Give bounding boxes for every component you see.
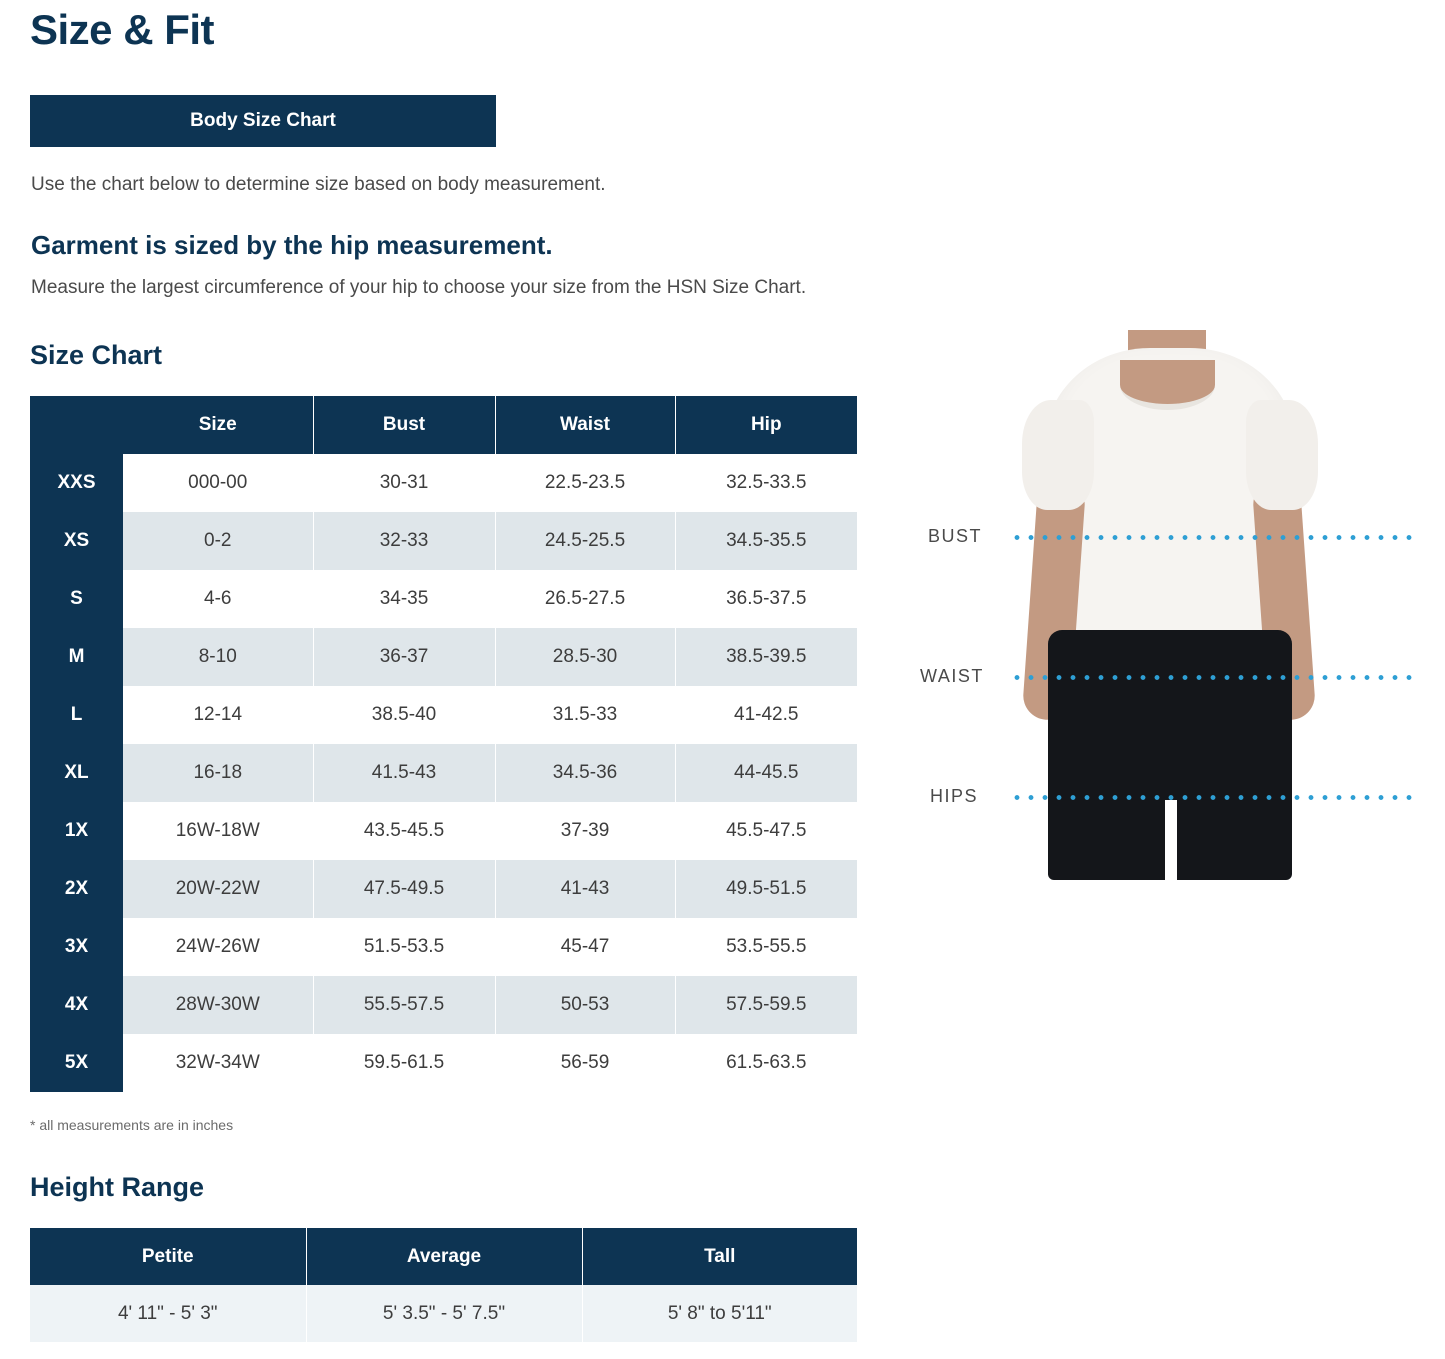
waist-cell: 34.5-36 bbox=[495, 744, 675, 802]
table-row bbox=[30, 918, 857, 976]
hip-cell: 45.5-47.5 bbox=[675, 802, 857, 860]
size-chart-header-row bbox=[30, 396, 857, 454]
size-chart-header-bust: Bust bbox=[313, 396, 495, 454]
size-row-label: 4X bbox=[30, 976, 123, 1034]
bust-measure-line bbox=[1010, 535, 1415, 540]
size-row-label: 2X bbox=[30, 860, 123, 918]
model-neckline bbox=[1120, 360, 1215, 410]
intro-text: Use the chart below to determine size based on body measurement. bbox=[31, 174, 606, 195]
waist-cell: 26.5-27.5 bbox=[495, 570, 675, 628]
table-row bbox=[30, 686, 857, 744]
height-value-average: 5' 3.5" - 5' 7.5" bbox=[306, 1285, 582, 1342]
size-cell: 20W-22W bbox=[123, 860, 313, 918]
table-row bbox=[30, 802, 857, 860]
bust-cell: 59.5-61.5 bbox=[313, 1034, 495, 1092]
height-range-heading: Height Range bbox=[30, 1172, 205, 1202]
size-row-label: L bbox=[30, 686, 123, 744]
size-chart-header-waist: Waist bbox=[495, 396, 675, 454]
measurements-footnote: * all measurements are in inches bbox=[30, 1117, 234, 1133]
size-row-label: XL bbox=[30, 744, 123, 802]
model-sleeve-right bbox=[1246, 400, 1318, 510]
waist-cell: 28.5-30 bbox=[495, 628, 675, 686]
table-row bbox=[30, 1285, 857, 1342]
table-row bbox=[30, 570, 857, 628]
waist-cell: 45-47 bbox=[495, 918, 675, 976]
size-chart-header-hip: Hip bbox=[675, 396, 857, 454]
bust-measure-label: BUST bbox=[928, 526, 983, 546]
hip-cell: 32.5-33.5 bbox=[675, 454, 857, 512]
size-row-label: M bbox=[30, 628, 123, 686]
size-cell: 000-00 bbox=[123, 454, 313, 512]
table-row bbox=[30, 628, 857, 686]
size-row-label: 3X bbox=[30, 918, 123, 976]
size-row-label: XS bbox=[30, 512, 123, 570]
size-cell: 28W-30W bbox=[123, 976, 313, 1034]
hip-cell: 41-42.5 bbox=[675, 686, 857, 744]
bust-cell: 51.5-53.5 bbox=[313, 918, 495, 976]
size-row-label: XXS bbox=[30, 454, 123, 512]
bust-cell: 41.5-43 bbox=[313, 744, 495, 802]
model-leg-gap bbox=[1165, 800, 1177, 880]
measurement-diagram bbox=[900, 330, 1430, 890]
bust-cell: 47.5-49.5 bbox=[313, 860, 495, 918]
size-cell: 12-14 bbox=[123, 686, 313, 744]
bust-cell: 34-35 bbox=[313, 570, 495, 628]
height-header-tall: Tall bbox=[582, 1228, 857, 1285]
size-cell: 4-6 bbox=[123, 570, 313, 628]
waist-measure-label: WAIST bbox=[920, 666, 984, 686]
height-value-petite: 4' 11" - 5' 3" bbox=[30, 1285, 306, 1342]
hip-cell: 44-45.5 bbox=[675, 744, 857, 802]
table-row bbox=[30, 512, 857, 570]
table-row bbox=[30, 454, 857, 512]
height-range-table bbox=[30, 1228, 857, 1342]
waist-cell: 56-59 bbox=[495, 1034, 675, 1092]
hip-cell: 53.5-55.5 bbox=[675, 918, 857, 976]
waist-cell: 50-53 bbox=[495, 976, 675, 1034]
waist-cell: 22.5-23.5 bbox=[495, 454, 675, 512]
waist-cell: 24.5-25.5 bbox=[495, 512, 675, 570]
hip-cell: 36.5-37.5 bbox=[675, 570, 857, 628]
size-cell: 32W-34W bbox=[123, 1034, 313, 1092]
height-header-petite: Petite bbox=[30, 1228, 306, 1285]
hip-cell: 57.5-59.5 bbox=[675, 976, 857, 1034]
size-cell: 0-2 bbox=[123, 512, 313, 570]
hip-cell: 38.5-39.5 bbox=[675, 628, 857, 686]
size-chart-heading: Size Chart bbox=[30, 340, 163, 370]
model-sleeve-left bbox=[1022, 400, 1094, 510]
size-cell: 16-18 bbox=[123, 744, 313, 802]
height-header-average: Average bbox=[306, 1228, 582, 1285]
table-row bbox=[30, 744, 857, 802]
waist-cell: 41-43 bbox=[495, 860, 675, 918]
size-row-label: 1X bbox=[30, 802, 123, 860]
size-cell: 24W-26W bbox=[123, 918, 313, 976]
size-row-label: 5X bbox=[30, 1034, 123, 1092]
waist-cell: 37-39 bbox=[495, 802, 675, 860]
hip-cell: 49.5-51.5 bbox=[675, 860, 857, 918]
body-size-chart-tab-label: Body Size Chart bbox=[190, 110, 336, 131]
bust-cell: 30-31 bbox=[313, 454, 495, 512]
size-row-label: S bbox=[30, 570, 123, 628]
bust-cell: 43.5-45.5 bbox=[313, 802, 495, 860]
size-chart-table bbox=[30, 396, 857, 1092]
table-row bbox=[30, 1034, 857, 1092]
hip-cell: 34.5-35.5 bbox=[675, 512, 857, 570]
body-size-chart-tab[interactable] bbox=[30, 95, 496, 147]
page-title: Size & Fit bbox=[30, 6, 215, 53]
size-cell: 8-10 bbox=[123, 628, 313, 686]
waist-cell: 31.5-33 bbox=[495, 686, 675, 744]
table-row bbox=[30, 860, 857, 918]
size-chart-header-corner bbox=[30, 396, 123, 454]
bust-cell: 55.5-57.5 bbox=[313, 976, 495, 1034]
bust-cell: 32-33 bbox=[313, 512, 495, 570]
size-cell: 16W-18W bbox=[123, 802, 313, 860]
size-chart-header-size: Size bbox=[123, 396, 313, 454]
bust-cell: 36-37 bbox=[313, 628, 495, 686]
hip-cell: 61.5-63.5 bbox=[675, 1034, 857, 1092]
hips-measure-line bbox=[1010, 795, 1415, 800]
height-range-header-row bbox=[30, 1228, 857, 1285]
measure-note: Measure the largest circumference of your hip to choose your size from the HSN Size Chart. bbox=[31, 277, 807, 298]
hips-measure-label: HIPS bbox=[930, 786, 979, 806]
bust-cell: 38.5-40 bbox=[313, 686, 495, 744]
sized-by-heading: Garment is sized by the hip measurement. bbox=[31, 230, 553, 260]
height-value-tall: 5' 8" to 5'11" bbox=[582, 1285, 857, 1342]
waist-measure-line bbox=[1010, 675, 1415, 680]
table-row bbox=[30, 976, 857, 1034]
